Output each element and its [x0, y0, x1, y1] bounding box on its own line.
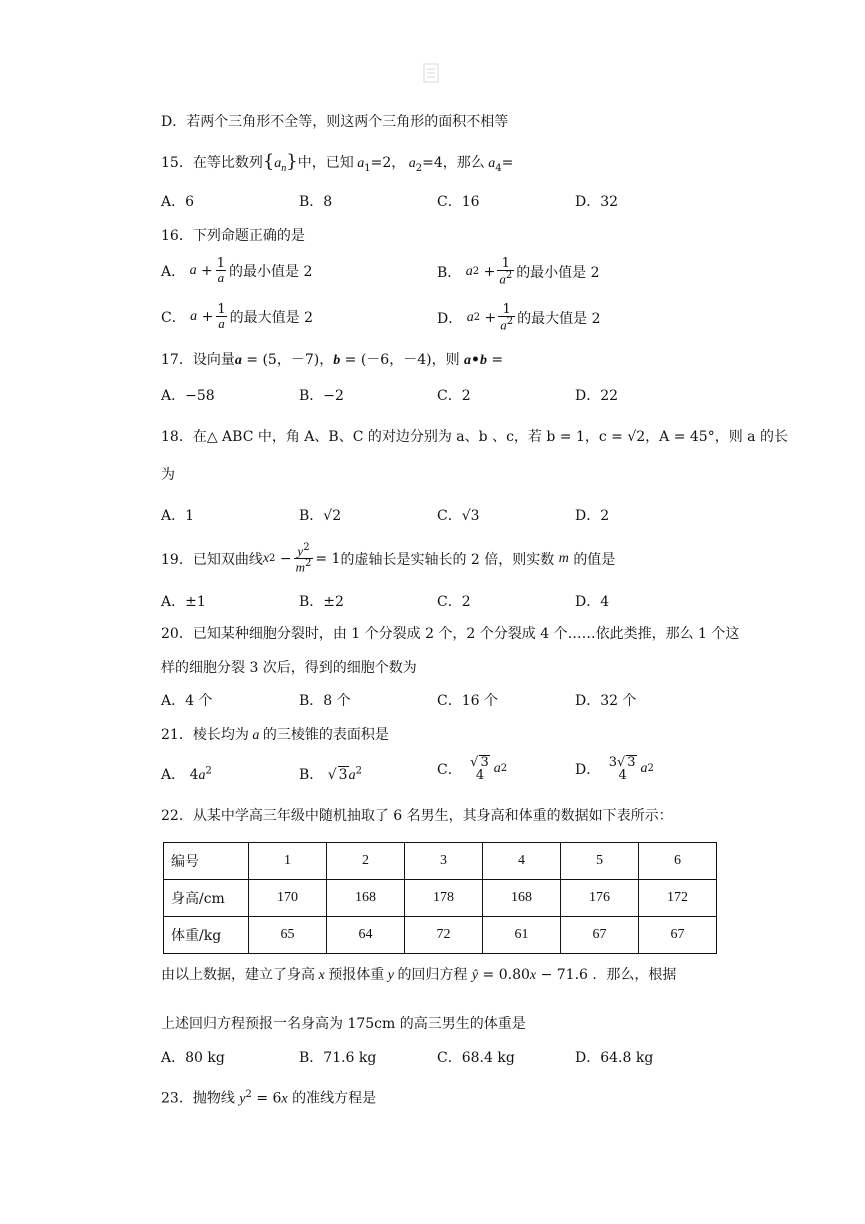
- table-cell: 61: [483, 917, 561, 954]
- q23-stem: 23．抛物线 $y^2 = 6x$ 的准线方程是: [161, 1089, 377, 1107]
- q21-option-a-label: A．: [161, 767, 186, 783]
- table-cell: 67: [639, 917, 717, 954]
- header-logo-mark: [422, 62, 440, 84]
- q22-regression-line1: 由以上数据，建立了身高 x 预报体重 y 的回归方程 ŷ = 0.80x − 71.6 ．那么，根据: [161, 967, 677, 983]
- q17-vector-a: = (5，－7)，: [246, 352, 334, 368]
- q22-text-a: 由以上数据，建立了身高: [161, 967, 315, 983]
- q22-option-b: B．71.6 kg: [299, 1050, 377, 1066]
- table-cell: 170: [249, 880, 327, 917]
- q15-option-b: B．8: [299, 194, 333, 210]
- q20-option-c: C．16 个: [437, 693, 498, 709]
- q21-stem: 21．棱长均为 a 的三棱锥的表面积是: [161, 727, 389, 743]
- q16-option-b-text: 的最小值是 2: [516, 264, 600, 281]
- q21-option-b: B． √ $3a^2$: [299, 765, 362, 783]
- q16-option-a: A． a + $\frac{1}{a}$ 的最小值是 2: [161, 256, 313, 285]
- q17-option-c: C．2: [437, 388, 471, 404]
- q22-option-d: D．64.8 kg: [575, 1050, 654, 1066]
- q19-option-c: C．2: [437, 594, 471, 610]
- table-cell: 172: [639, 880, 717, 917]
- q19-stem-suffix: 的虚轴长是实轴长的 2 倍，则实数: [340, 551, 555, 568]
- q22-option-c: C．68.4 kg: [437, 1050, 515, 1066]
- q20-stem-line1: 20．已知某种细胞分裂时，由 1 个分裂成 2 个，2 个分裂成 4 个……依此类推，那么 1 个这: [161, 626, 740, 642]
- q17-option-d: D．22: [575, 388, 619, 404]
- table-cell: 65: [249, 917, 327, 954]
- q20-option-a: A．4 个: [161, 693, 213, 709]
- table-cell: 体重/kg: [164, 917, 249, 954]
- q17-vector-b: = (－6，－4)，则: [344, 352, 460, 368]
- table-cell: 4: [483, 843, 561, 880]
- table-cell: 168: [327, 880, 405, 917]
- q22-option-a: A．80 kg: [161, 1050, 225, 1066]
- q16-option-a-label: A．: [161, 263, 186, 280]
- table-cell: 72: [405, 917, 483, 954]
- table-cell: 176: [561, 880, 639, 917]
- table-row: [164, 880, 717, 917]
- q18-option-a: A．1: [161, 508, 195, 524]
- q19-option-b: B．±2: [299, 594, 344, 610]
- q20-option-b: B．8 个: [299, 693, 351, 709]
- q19-stem-prefix: 19．已知双曲线: [161, 551, 263, 568]
- q18-stem-line1: 18．在△ ABC 中，角 A、B、C 的对边分别为 a、b 、c，若 b = 1，c = √2，A = 45°，则 a 的长: [161, 429, 788, 445]
- q18-option-d: D．2: [575, 508, 610, 524]
- q16-option-d-label: D．: [437, 310, 463, 327]
- table-cell: 168: [483, 880, 561, 917]
- q21-option-c-label: C．: [437, 761, 462, 778]
- q18-stem-line2: 为: [161, 467, 175, 483]
- q15-stem-prefix: 15．在等比数列: [161, 155, 263, 171]
- q19-option-d: D．4: [575, 594, 610, 610]
- q16-option-b: B． a 2 + $\frac{1}{a^2}$ 的最小值是 2: [437, 256, 600, 287]
- q16-option-d: D． a 2 + $\frac{1}{a^2}$ 的最大值是 2: [437, 302, 601, 333]
- q18-option-b: B．√2: [299, 508, 342, 524]
- table-cell: 3: [405, 843, 483, 880]
- q22-regression-line2: 上述回归方程预报一名身高为 175cm 的高三男生的体重是: [161, 1016, 526, 1032]
- q21-stem-prefix: 21．棱长均为: [161, 727, 249, 743]
- q15-option-a: A．6: [161, 194, 195, 210]
- q17-option-b: B．−2: [299, 388, 344, 404]
- table-cell: 身高/cm: [164, 880, 249, 917]
- table-cell: 6: [639, 843, 717, 880]
- table-cell: 178: [405, 880, 483, 917]
- q22-stem: 22．从某中学高三年级中随机抽取了 6 名男生，其身高和体重的数据如下表所示：: [161, 808, 673, 824]
- q22-text-d: ．那么，根据: [592, 967, 677, 983]
- q16-option-c: C． a + $\frac{1}{a}$ 的最大值是 2: [161, 302, 313, 331]
- q21-option-a: A． $4a^2$: [161, 765, 212, 783]
- q16-option-c-label: C．: [161, 309, 186, 326]
- table-row: [164, 917, 717, 954]
- table-cell: 2: [327, 843, 405, 880]
- q20-option-d: D．32 个: [575, 693, 637, 709]
- q21-option-d-label: D．: [575, 761, 601, 778]
- q15-stem-mid: 中，已知: [297, 155, 354, 171]
- q23-stem-suffix: 的准线方程是: [292, 1090, 377, 1107]
- q22-text-b: 预报体重: [328, 967, 385, 983]
- q17-option-a: A．−58: [161, 388, 215, 404]
- q16-option-c-text: 的最大值是 2: [229, 309, 313, 326]
- q15-option-c: C．16: [437, 194, 480, 210]
- q21-option-b-label: B．: [299, 767, 324, 783]
- q16-option-b-label: B．: [437, 264, 462, 281]
- q23-stem-prefix: 23．抛物线: [161, 1090, 235, 1107]
- table-cell: 1: [249, 843, 327, 880]
- q19-stem: 19．已知双曲线 x 2 − $\frac{y^2}{m^2}$ = 1 的虚轴长是实轴长的 2 倍，则实数 m 的值是: [161, 542, 616, 575]
- table-cell: 5: [561, 843, 639, 880]
- q18-option-c: C．√3: [437, 508, 480, 524]
- q14-option-d: D．若两个三角形不全等，则这两个三角形的面积不相等: [161, 114, 509, 130]
- q21-stem-suffix: 的三棱锥的表面积是: [262, 727, 389, 743]
- q16-option-d-text: 的最大值是 2: [517, 310, 601, 327]
- q21-option-c: C． √ 3 4 a 2: [437, 755, 508, 783]
- q16-option-a-text: 的最小值是 2: [229, 263, 313, 280]
- q15-stem: 15．在等比数列$\{a_n\}$中，已知 $a_1=2$， $a_2=4$，那么 $a_4=$: [161, 151, 514, 174]
- q15-stem-end: ，那么: [442, 155, 485, 171]
- q19-stem-end: 的值是: [573, 551, 616, 568]
- q20-stem-line2: 样的细胞分裂 3 次后，得到的细胞个数为: [161, 660, 417, 676]
- table-row: [164, 843, 717, 880]
- height-weight-table: [163, 842, 717, 954]
- table-cell: 编号: [164, 843, 249, 880]
- q17-stem-prefix: 17．设向量: [161, 352, 235, 368]
- q22-text-c: 的回归方程: [397, 967, 468, 983]
- q15-option-d: D．32: [575, 194, 619, 210]
- q16-stem: 16．下列命题正确的是: [161, 228, 305, 244]
- table-cell: 67: [561, 917, 639, 954]
- table-cell: 64: [327, 917, 405, 954]
- q17-stem: 17．设向量a = (5，－7)，b = (－6，－4)，则 a•b =: [161, 352, 504, 368]
- q19-option-a: A．±1: [161, 594, 206, 610]
- q21-option-d: D． 3√ 3 4 a 2: [575, 755, 654, 783]
